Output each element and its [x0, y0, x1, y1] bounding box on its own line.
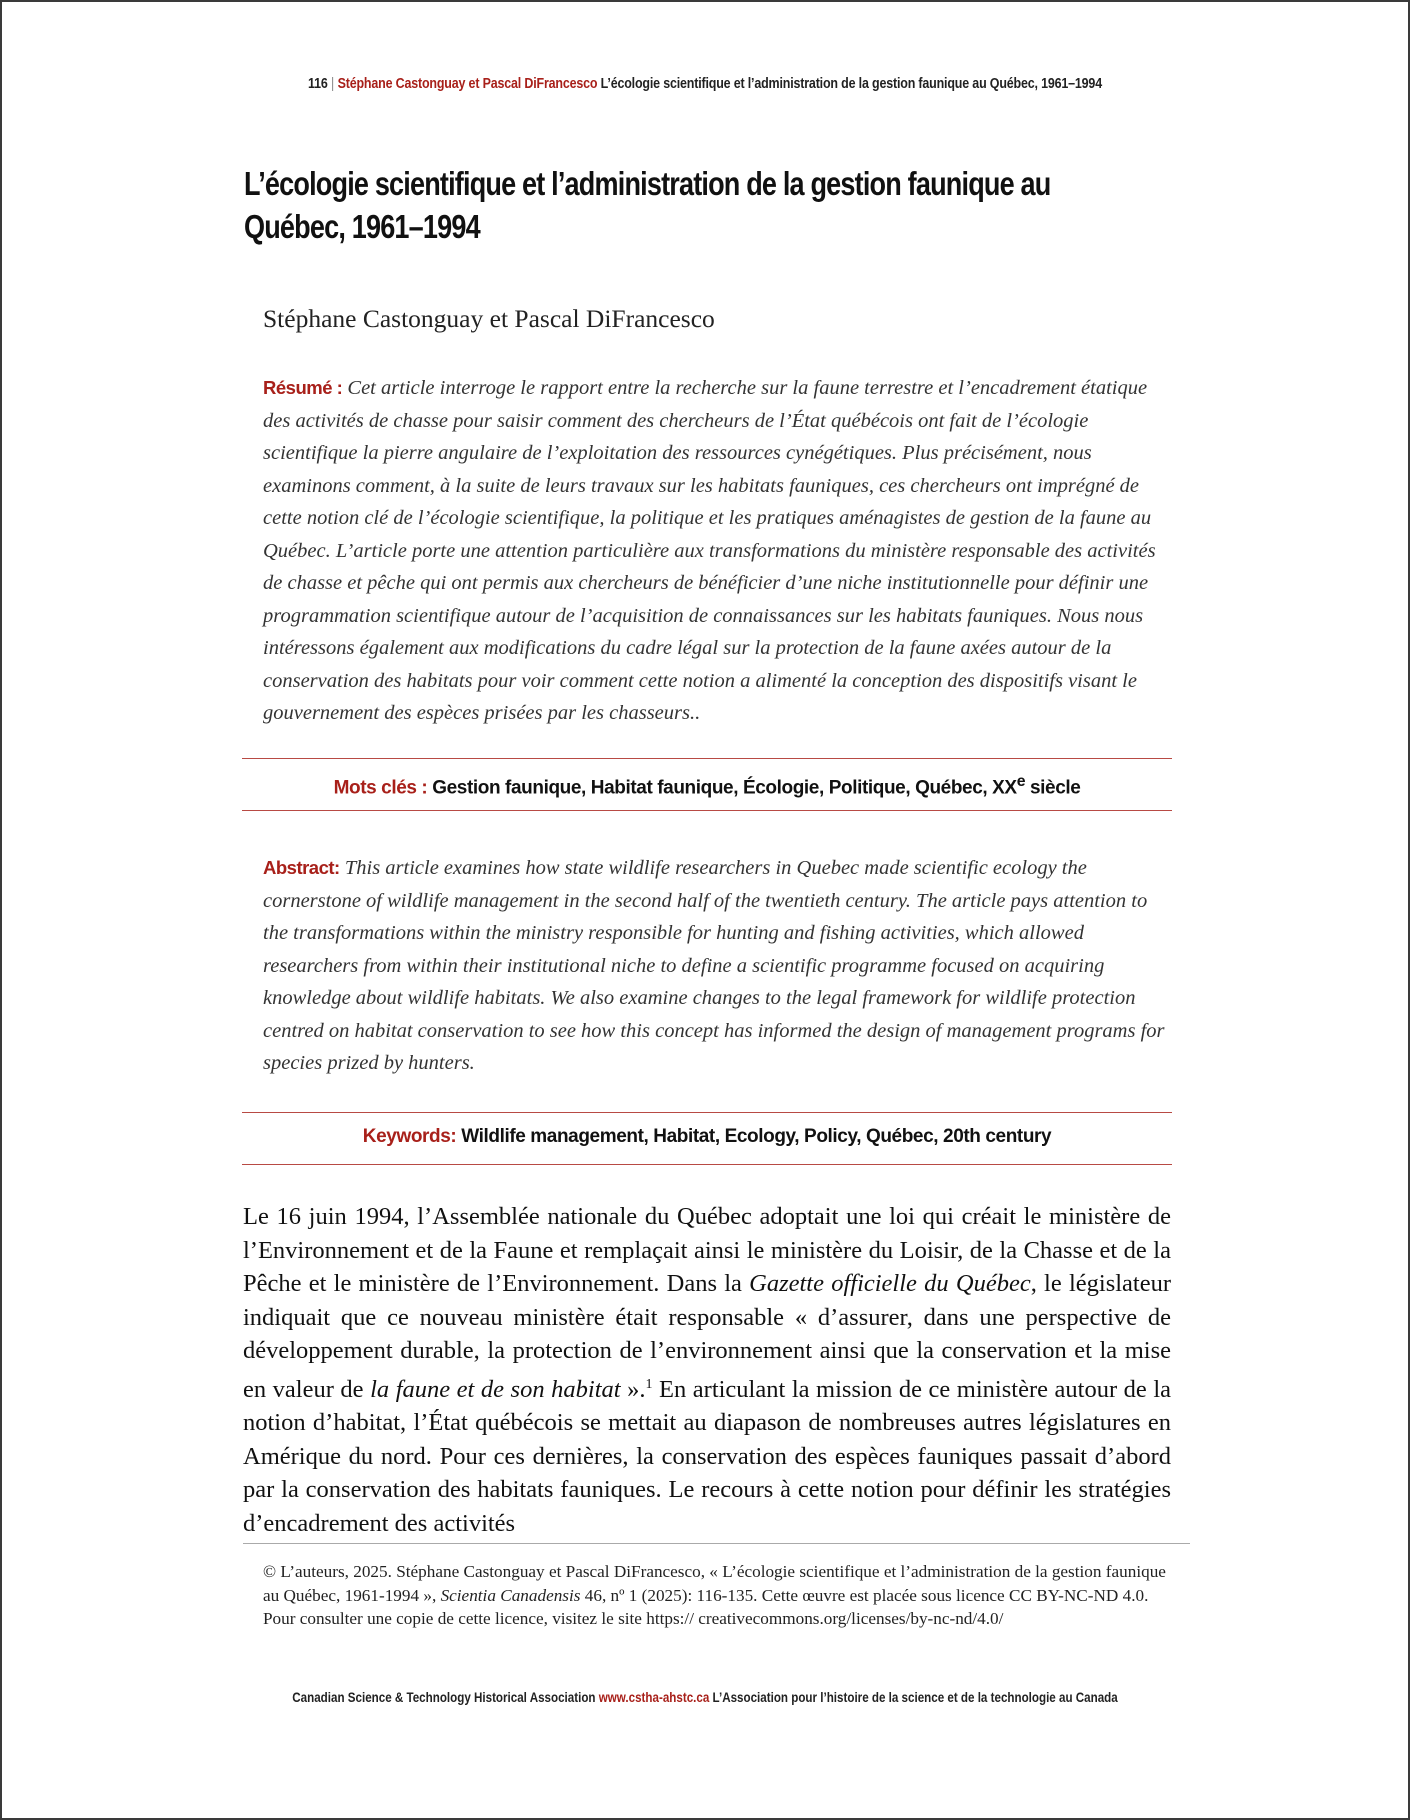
mots-cles-rule-top — [242, 758, 1172, 759]
body-text-b: , le législateur indiquait que ce nouveau ministère était responsable « d’assurer, dans une perspective de développement durable, la protection de l’environnement ainsi que la conservation et la mise en valeur de — [243, 1270, 1172, 1403]
keywords-label: Keywords: — [362, 1126, 457, 1147]
abstract-text: This article examines how state wildlife researchers in Quebec made scientific ecology the cornerstone of wildlife management in the second half of the twentieth century. The article pays attention to the transformations within the ministry responsible for hunting and fishing activities, which allowed researchers from within their institutional niche to define a scientific programme focused on acquiring knowledge about wildlife habitats. We also examine changes to the legal framework for wildlife protection centred on habitat conservation to see how this concept has informed the design of management programs for species prized by hunters. — [263, 857, 1165, 1074]
keywords-rule-top — [242, 1112, 1172, 1113]
resume-block — [263, 372, 1168, 730]
page — [2, 2, 1408, 1818]
header-page-number: 116 — [308, 76, 328, 92]
resume-label: Résumé : — [263, 377, 343, 398]
footer-url[interactable]: www.cstha-ahstc.ca — [598, 1690, 710, 1705]
page-footer — [100, 1690, 1309, 1705]
resume-text: Cet article interroge le rapport entre la recherche sur la faune terrestre et l’encadrement étatique des activités de chasse pour saisir comment des chercheurs de l’État québécois ont fait de l’écologie scientifique la pierre angulaire de l’exploitation des ressources cynégétiques. Plus précisément, nous examinons comment, à la suite de leurs travaux sur les habitats fauniques, ces chercheurs ont imprégné de cette notion clé de l’écologie scientifique, la politique et les pratiques aménagistes de gestion de la faune au Québec. L’article porte une attention particulière aux transformations du ministère responsable des activités de chasse et pêche qui ont permis aux chercheurs de bénéficier d’une niche institutionnelle pour définir une programmation scientifique autour de l’acquisition de connaissances sur les habitats fauniques. Nous nous intéressons également aux modifications du cadre légal sur la protection de la faune axées autour de la conservation des habitats pour voir comment cette notion a alimenté la conception des dispositifs visant le gouvernement des espèces prisées par les chasseurs.. — [263, 377, 1156, 724]
header-separator: | — [331, 76, 335, 92]
body-text-d: En articulant la mission de ce ministère autour de la notion d’habitat, l’État québécois se mettait au diapason de nombreuses autres législatures en Amérique du nord. Pour ces dernières, la conservation des espèces fauniques passait d’abord par la conservation des habitats fauniques. Le recours à cette notion pour définir les stratégies d’encadrement des activités — [243, 1375, 1171, 1537]
footnote-text-a: © L’auteurs, 2025. Stéphane Castonguay et Pascal DiFrancesco, « L’écologie scientifique et l’administration de la gestion faunique au Québec, 1961-1994 », — [263, 1562, 1166, 1605]
mots-cles-label: Mots clés : — [333, 777, 428, 799]
article-title-line2: Québec, 1961–1994 — [244, 208, 480, 245]
body-paragraph — [243, 1200, 1171, 1540]
article-title — [244, 162, 1138, 248]
header-title: L’écologie scientifique et l’administration de la gestion faunique au Québec, 1961–1994 — [600, 76, 1102, 92]
mots-cles-line — [242, 773, 1172, 799]
gazette-title: Gazette officielle du Québec — [749, 1270, 1031, 1297]
footnote-rule — [243, 1543, 1190, 1544]
header-authors: Stéphane Castonguay et Pascal DiFrancesco — [337, 76, 598, 92]
keywords-rule-bottom — [242, 1164, 1172, 1165]
running-header — [100, 76, 1309, 92]
abstract-label: Abstract: — [263, 857, 340, 878]
mots-cles-sup: e — [1016, 773, 1026, 790]
keywords-line — [242, 1126, 1172, 1148]
mots-cles-rule-bottom — [242, 810, 1172, 811]
journal-title: Scientia Canadensis — [440, 1585, 581, 1605]
footnote-ref[interactable]: 1 — [645, 1376, 653, 1392]
footer-right: L’Association pour l’histoire de la science et de la technologie au Canada — [712, 1690, 1118, 1705]
mots-cles-suffix: siècle — [1025, 777, 1081, 799]
copyright-footnote — [263, 1560, 1168, 1631]
footnote-text-b: 46, nº 1 (2025): 116-135. Cette œuvre est placée sous licence CC BY-NC-ND 4.0. Pour consulter une copie de cette licence, visitez le site https:// creativecommons.org/licenses/by-nc-nd/4.0/ — [263, 1585, 1149, 1629]
article-authors: Stéphane Castonguay et Pascal DiFrancesco — [263, 304, 715, 333]
keywords-text: Wildlife management, Habitat, Ecology, Policy, Québec, 20th century — [461, 1126, 1052, 1147]
footer-left: Canadian Science & Technology Historical Association — [292, 1690, 596, 1705]
article-title-line1: L’écologie scientifique et l’administration de la gestion faunique au — [244, 165, 1051, 202]
body-text-c: ». — [620, 1375, 646, 1403]
body-text-a: Le 16 juin 1994, l’Assemblée nationale du Québec adoptait une loi qui créait le ministère de l’Environnement et de la Faune et remplaçait ainsi le ministère du Loisir, de la Chasse et de la Pêche et le ministère de l’Environnement. Dans la — [243, 1203, 1171, 1297]
abstract-block — [263, 852, 1168, 1080]
mots-cles-text: Gestion faunique, Habitat faunique, Écologie, Politique, Québec, XX — [432, 777, 1017, 799]
faune-quote: la faune et de son habitat — [370, 1375, 621, 1403]
